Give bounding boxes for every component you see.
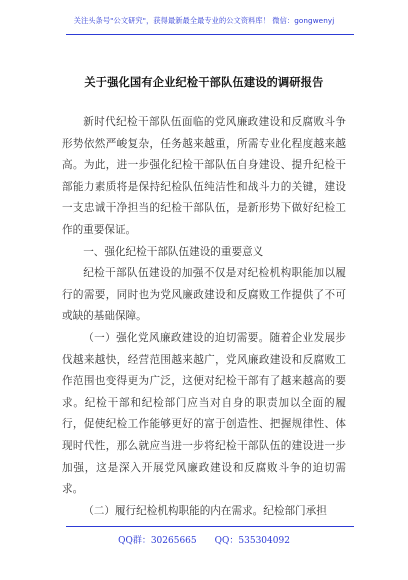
paragraph-section-1-intro: 纪检干部队伍建设的加强不仅是对纪检机构职能加以履行的需要，同时也为党风廉政建设和反腐败工作提供了不可或缺的基础保障。 — [62, 267, 346, 323]
section-heading-1: 一、强化纪检干部队伍建设的重要意义 — [83, 245, 264, 258]
footer-qq-contact: QQ：535304092 — [214, 536, 290, 546]
paragraph-subsection-2: （二）履行纪检机构职能的内在需求。纪检部门承担 — [83, 504, 327, 517]
document-title: 关于强化国有企业纪检干部队伍建设的调研报告 — [84, 76, 324, 89]
document-body — [62, 112, 346, 522]
header-divider — [66, 34, 354, 35]
header-banner: 关注头条号"公文研究"，获得最新最全最专业的公文资料库！ 微信：gongwenyj — [73, 16, 335, 25]
footer-qq-group: QQ群：30265665 — [118, 536, 197, 546]
footer-divider — [66, 526, 354, 527]
footer — [0, 533, 408, 546]
paragraph-intro: 新时代纪检干部队伍面临的党风廉政建设和反腐败斗争形势依然严峻复杂，任务越来越重，所需专业化程度越来越高。为此，进一步强化纪检干部队伍自身建设、提升纪检干部能力素质将是保持纪检队伍纯洁性和战斗力的关键，建设一支忠诚干净担当的纪检干部队伍，是新形势下做好纪检工作的重要保证。 — [62, 116, 346, 236]
paragraph-subsection-1: （一）强化党风廉政建设的迫切需要。随着企业发展步伐越来越快，经营范围越来越广，党风廉政建设和反腐败工作范围也变得更为广泛，这便对纪检干部有了越来越高的要求。纪检干部和纪检部门应当对自身的职责加以全面的履行，促使纪检工作能够更好的富于创造性、把握规律性、体现时代性，那么就应当进一步将纪检干部队伍的建设进一步加强，这是深入开展党风廉政建设和反腐败斗争的迫切需求。 — [62, 331, 346, 496]
